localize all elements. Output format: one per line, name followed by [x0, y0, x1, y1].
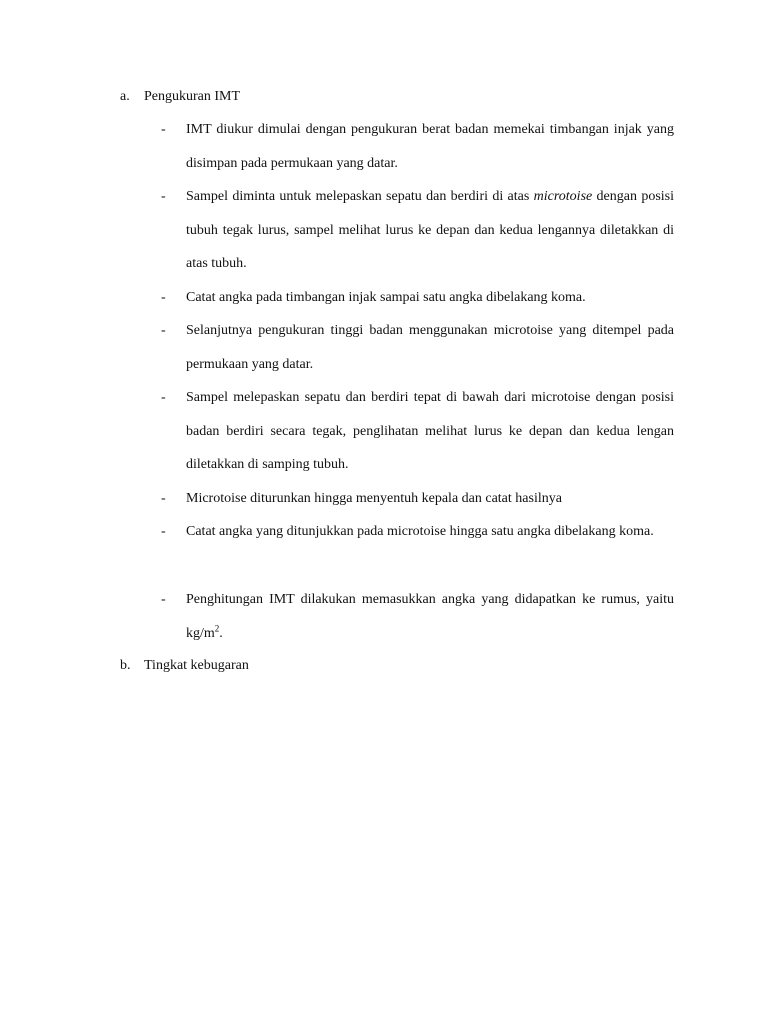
list-item — [161, 180, 674, 281]
list-item — [161, 281, 674, 315]
italic-term: microtoise — [533, 189, 593, 204]
bullet-dash: - — [161, 592, 166, 607]
list-item — [161, 381, 674, 482]
text-segment: dengan posisi tubuh tegak lurus, sampel melihat lurus ke depan dan kedua lengannya diletakkan di atas tubuh. — [186, 189, 674, 272]
bullet-dash: - — [161, 122, 166, 137]
text-segment: . — [219, 625, 223, 641]
list-item-text: Catat angka yang ditunjukkan pada microtoise hingga satu angka dibelakang koma. — [186, 524, 654, 539]
list-item — [161, 482, 674, 516]
section-marker: b. — [120, 658, 131, 673]
text-segment: Sampel diminta untuk melepaskan sepatu dan berdiri di atas — [186, 189, 534, 204]
list-item-text: Catat angka pada timbangan injak sampai satu angka dibelakang koma. — [186, 290, 586, 305]
list-item-text: IMT diukur dimulai dengan pengukuran berat badan memekai timbangan injak yang disimpan pada permukaan yang datar. — [186, 122, 674, 171]
superscript: 2 — [214, 622, 220, 633]
list-item-text: Sampel melepaskan sepatu dan berdiri tepat di bawah dari microtoise dengan posisi badan berdiri secara tegak, penglihatan melihat lurus ke depan dan kedua lengan diletakkan di samping tubuh. — [186, 390, 674, 473]
list-item-text: Selanjutnya pengukuran tinggi badan menggunakan microtoise yang ditempel pada permukaan yang datar. — [186, 323, 674, 372]
list-item-text — [186, 180, 674, 281]
list-item — [161, 113, 674, 180]
list-item-text: Microtoise diturunkan hingga menyentuh kepala dan catat hasilnya — [186, 491, 562, 506]
section-marker: a. — [120, 89, 130, 104]
bullet-dash: - — [161, 290, 166, 305]
list-item — [161, 515, 674, 549]
bullet-dash: - — [161, 491, 166, 506]
bullet-dash: - — [161, 524, 166, 539]
bullet-dash: - — [161, 390, 166, 405]
list-item — [161, 314, 674, 381]
list-item — [161, 583, 674, 650]
text-segment: Penghitungan IMT dilakukan memasukkan angka yang didapatkan ke rumus, yaitu kg/m — [186, 592, 674, 641]
list-item-text — [186, 583, 674, 650]
bullet-dash: - — [161, 189, 166, 204]
section-heading-b — [120, 656, 249, 676]
section-title: Tingkat kebugaran — [144, 658, 249, 673]
section-heading-a — [120, 87, 240, 107]
bullet-dash: - — [161, 323, 166, 338]
section-title: Pengukuran IMT — [144, 89, 241, 104]
